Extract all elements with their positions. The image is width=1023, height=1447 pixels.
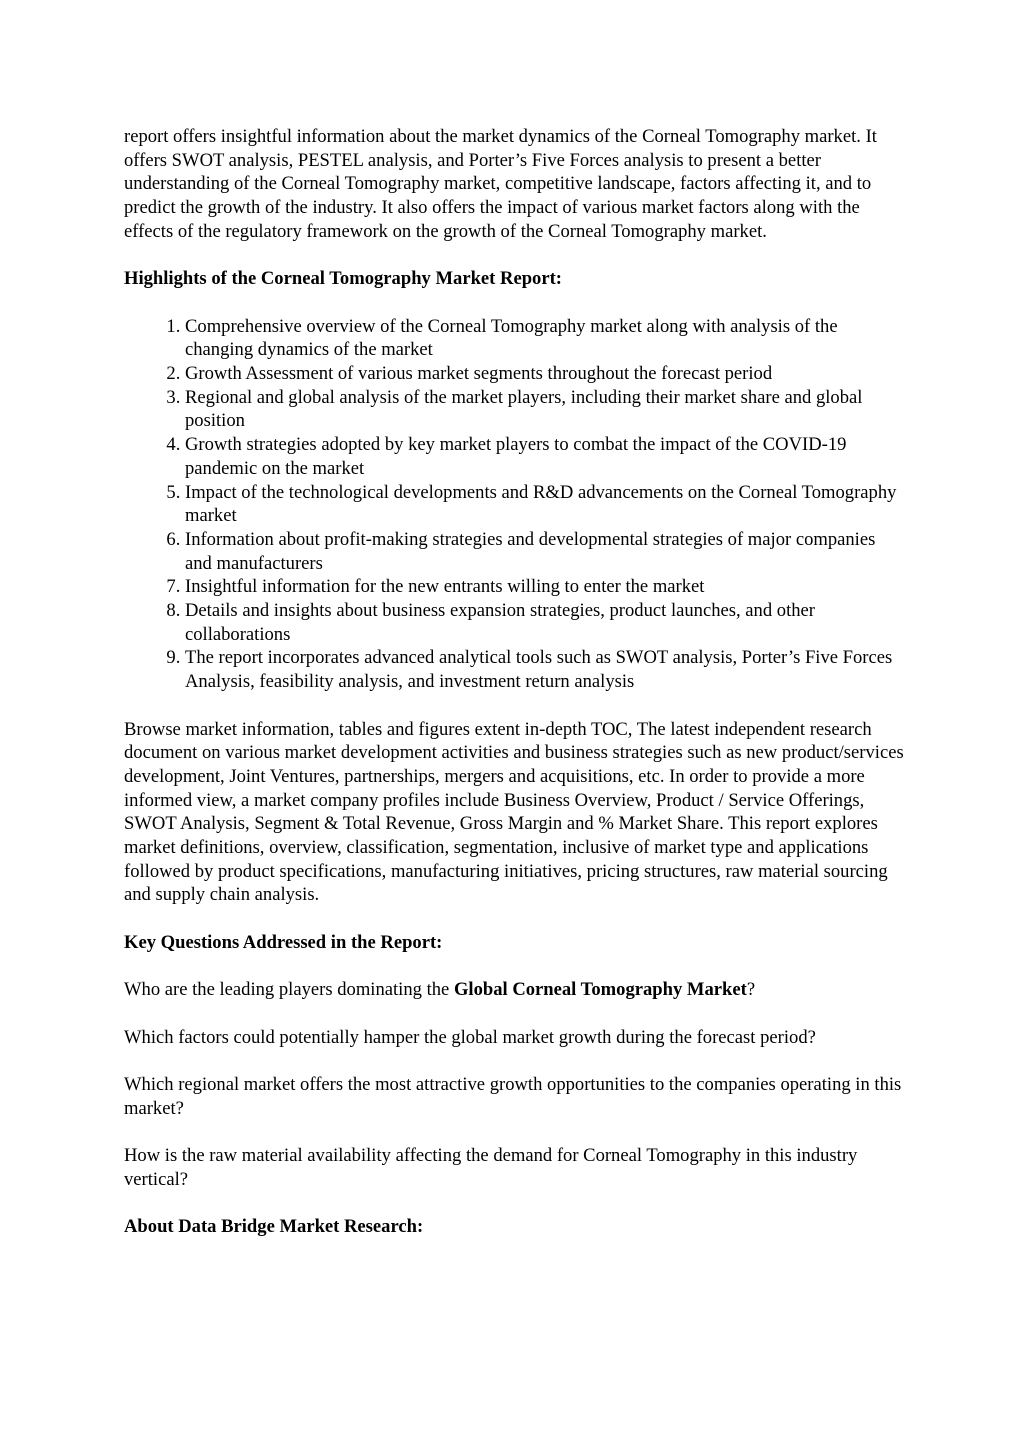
about-heading: About Data Bridge Market Research: xyxy=(124,1216,424,1238)
highlights-list xyxy=(124,315,904,694)
questions-heading: Key Questions Addressed in the Report: xyxy=(124,931,443,953)
list-item: 7. Insightful information for the new entrants willing to enter the market xyxy=(185,575,904,599)
question-1-market-name: Global Corneal Tomography Market xyxy=(453,979,747,1001)
intro-paragraph: report offers insightful information about the market dynamics of the Corneal Tomography market. It offers SWOT analysis, PESTEL analysis, and Porter’s Five Forces analysis to present a better understanding of the Corneal Tomography market, competitive landscape, factors affecting it, and to predict the growth of the industry. It also offers the impact of various market factors along with the effects of the regulatory framework on the growth of the Corneal Tomography market. xyxy=(124,126,877,242)
question-3: Which regional market offers the most attractive growth opportunities to the companies operating in this market? xyxy=(124,1074,902,1119)
list-item: 9. The report incorporates advanced analytical tools such as SWOT analysis, Porter’s Five Forces Analysis, feasibility analysis, and investment return analysis xyxy=(185,646,904,693)
list-item: 3. Regional and global analysis of the market players, including their market share and global position xyxy=(185,386,904,433)
list-item: 6. Information about profit-making strategies and developmental strategies of major companies and manufacturers xyxy=(185,528,904,575)
list-item: 1. Comprehensive overview of the Corneal Tomography market along with analysis of the changing dynamics of the market xyxy=(185,315,904,362)
list-item: 2. Growth Assessment of various market segments throughout the forecast period xyxy=(185,362,904,386)
document-page xyxy=(124,125,904,1263)
question-4: How is the raw material availability affecting the demand for Corneal Tomography in this industry vertical? xyxy=(124,1145,858,1190)
question-1 xyxy=(124,978,904,1002)
list-item: 5. Impact of the technological developments and R&D advancements on the Corneal Tomography market xyxy=(185,481,904,528)
highlights-heading: Highlights of the Corneal Tomography Market Report: xyxy=(124,268,562,290)
question-2: Which factors could potentially hamper the global market growth during the forecast period? xyxy=(124,1026,816,1048)
browse-paragraph: Browse market information, tables and figures extent in-depth TOC, The latest independent research document on various market development activities and business strategies such as new product/services development, Joint Ventures, partnerships, mergers and acquisitions, etc. In order to provide a more informed view, a market company profiles include Business Overview, Product / Service Offerings, SWOT Analysis, Segment & Total Revenue, Gross Margin and % Market Share. This report explores market definitions, overview, classification, segmentation, inclusive of market type and applications followed by product specifications, manufacturing initiatives, pricing structures, raw material sourcing and supply chain analysis. xyxy=(124,718,904,906)
list-item: 4. Growth strategies adopted by key market players to combat the impact of the COVID-19 pandemic on the market xyxy=(185,433,904,480)
question-1-prefix: Who are the leading players dominating the xyxy=(124,979,454,1001)
list-item: 8. Details and insights about business expansion strategies, product launches, and other collaborations xyxy=(185,599,904,646)
question-1-suffix: ? xyxy=(746,979,756,1001)
